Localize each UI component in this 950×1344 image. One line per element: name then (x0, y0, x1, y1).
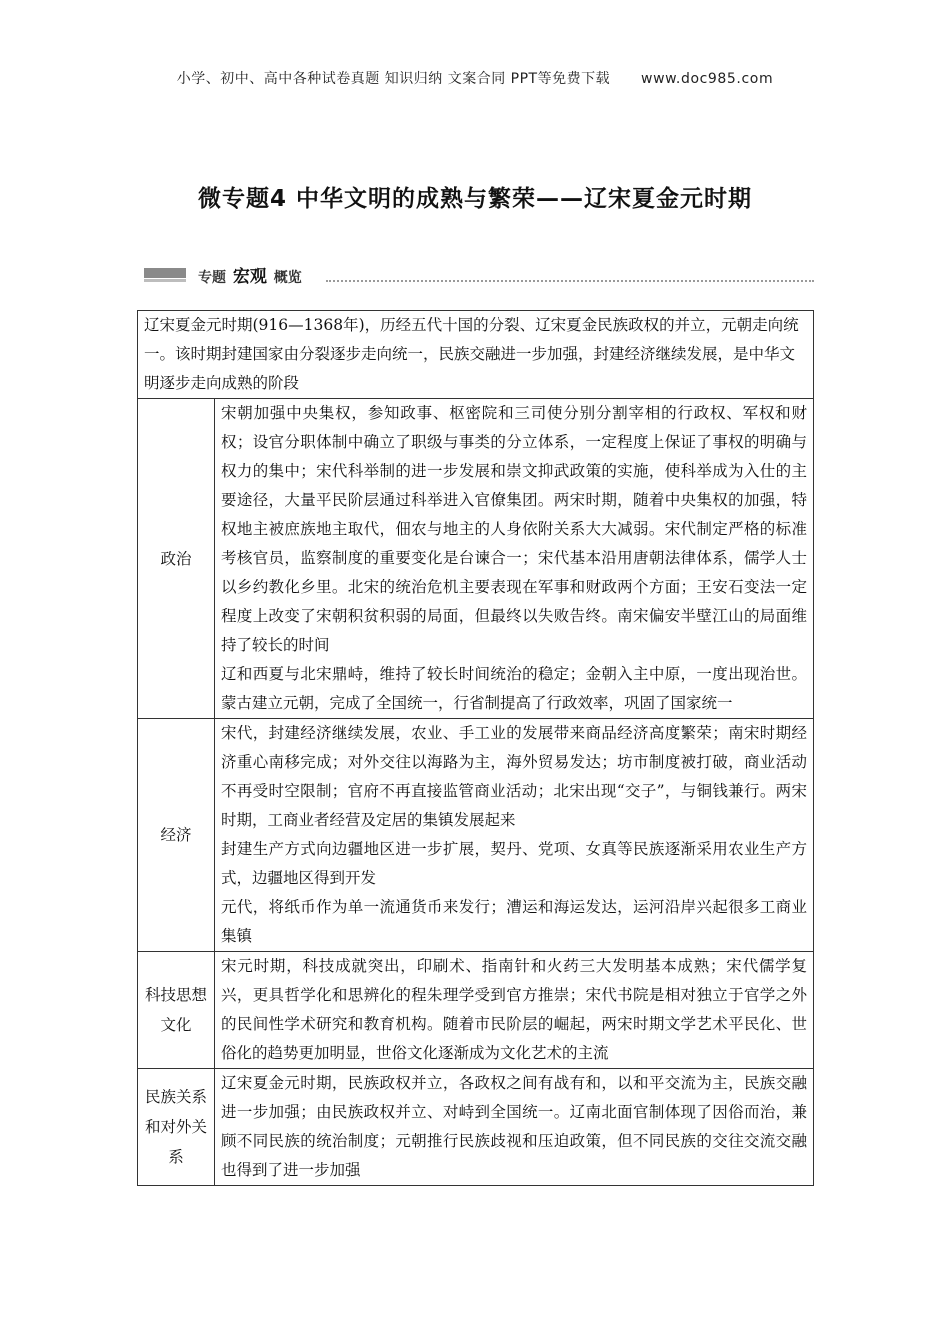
intro-cell: 辽宋夏金元时期(916—1368年)，历经五代十国的分裂、辽宋夏金民族政权的并立，元朝走向统一。该时期封建国家由分裂逐步走向统一，民族交融进一步加强，封建经济继续发展，是中华文明逐步走向成熟的阶段 (138, 311, 814, 399)
content-paragraph: 辽和西夏与北宋鼎峙，维持了较长时间统治的稳定；金朝入主中原，一度出现治世。蒙古建立元朝，完成了全国统一，行省制提高了行政效率，巩固了国家统一 (221, 665, 807, 712)
banner-underline (144, 279, 186, 282)
content-culture (215, 952, 814, 1069)
content-paragraph: 宋代，封建经济继续发展，农业、手工业的发展带来商品经济高度繁荣；南宋时期经济重心南移完成；对外交往以海路为主，海外贸易发达；坊市制度被打破，商业活动不再受时空限制；官府不再直接监管商业活动；北宋出现“交子”，与铜钱兼行。两宋时期，工商业者经营及定居的集镇发展起来 (221, 724, 807, 829)
banner-dotted-line (326, 280, 814, 282)
category-ethnic: 民族关系和对外关系 (138, 1069, 215, 1186)
content-paragraph: 元代，将纸币作为单一流通货币来发行；漕运和海运发达，运河沿岸兴起很多工商业集镇 (221, 898, 807, 945)
table-row-economy (138, 719, 814, 952)
category-economy: 经济 (138, 719, 215, 952)
intro-row (138, 311, 814, 399)
page-title: 微专题4 中华文明的成熟与繁荣——辽宋夏金元时期 (197, 186, 752, 212)
header-text: 小学、初中、高中各种试卷真题 知识归纳 文案合同 PPT等免费下载 (176, 71, 611, 87)
header-url[interactable]: www.doc985.com (641, 71, 774, 87)
category-politics: 政治 (138, 399, 215, 719)
content-ethnic (215, 1069, 814, 1186)
overview-table (137, 310, 814, 1186)
section-banner (144, 262, 814, 286)
banner-bar-icon (144, 268, 186, 278)
banner-prefix: 专题 (198, 270, 226, 286)
page-header (0, 68, 950, 88)
table-row-culture (138, 952, 814, 1069)
content-paragraph: 宋朝加强中央集权，参知政事、枢密院和三司使分别分割宰相的行政权、军权和财权；设官分职体制中确立了职级与事类的分立体系，一定程度上保证了事权的明确与权力的集中；宋代科举制的进一步发展和崇文抑武政策的实施，使科举成为入仕的主要途径，大量平民阶层通过科举进入官僚集团。两宋时期，随着中央集权的加强，特权地主被庶族地主取代，佃农与地主的人身依附关系大大减弱。宋代制定严格的标准考核官员，监察制度的重要变化是台谏合一；宋代基本沿用唐朝法律体系，儒学人士以乡约教化乡里。北宋的统治危机主要表现在军事和财政两个方面；王安石变法一定程度上改变了宋朝积贫积弱的局面，但最终以失败告终。南宋偏安半壁江山的局面维持了较长的时间 (221, 404, 807, 654)
category-culture: 科技思想文化 (138, 952, 215, 1069)
banner-suffix: 概览 (273, 270, 302, 286)
banner-emphasis: 宏观 (232, 267, 267, 287)
content-politics (215, 399, 814, 719)
table-row-politics (138, 399, 814, 719)
content-economy (215, 719, 814, 952)
table-row-ethnic (138, 1069, 814, 1186)
content-paragraph: 辽宋夏金元时期，民族政权并立，各政权之间有战有和，以和平交流为主，民族交融进一步加强；由民族政权并立、对峙到全国统一。辽南北面官制体现了因俗而治，兼顾不同民族的统治制度；元朝推行民族歧视和压迫政策，但不同民族的交往交流交融也得到了进一步加强 (221, 1074, 807, 1179)
content-paragraph: 封建生产方式向边疆地区进一步扩展，契丹、党项、女真等民族逐渐采用农业生产方式，边疆地区得到开发 (221, 840, 807, 887)
banner-label (198, 262, 302, 287)
content-paragraph: 宋元时期，科技成就突出，印刷术、指南针和火药三大发明基本成熟；宋代儒学复兴，更具哲学化和思辨化的程朱理学受到官方推崇；宋代书院是相对独立于官学之外的民间性学术研究和教育机构。随着市民阶层的崛起，两宋时期文学艺术平民化、世俗化的趋势更加明显，世俗文化逐渐成为文化艺术的主流 (221, 957, 807, 1062)
